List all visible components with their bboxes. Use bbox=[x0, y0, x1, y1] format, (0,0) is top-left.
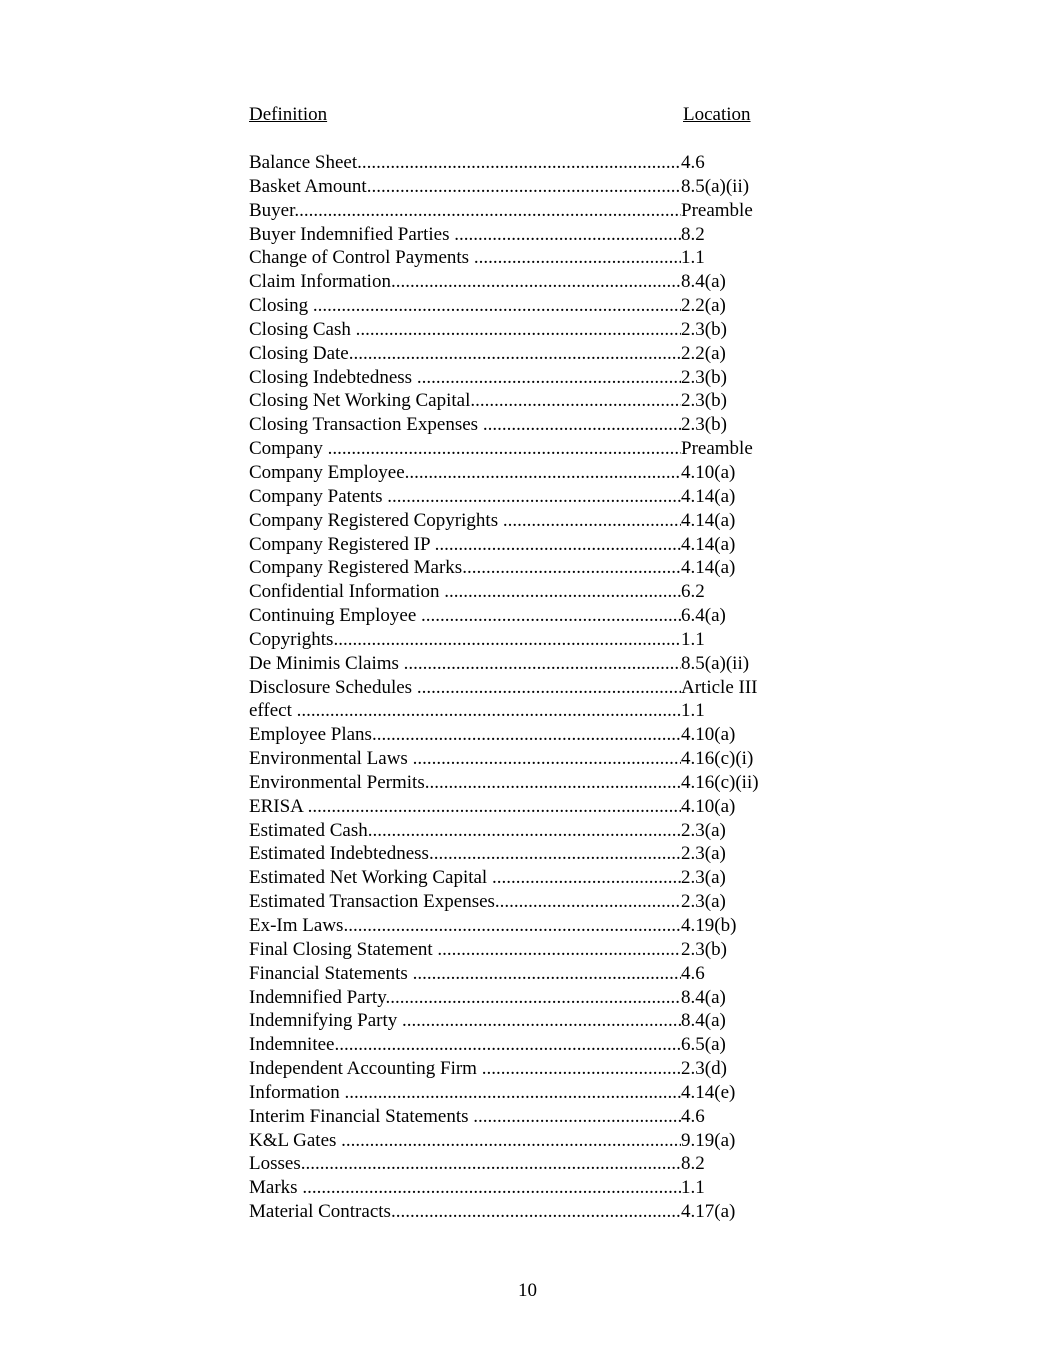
definition-entry bbox=[249, 318, 809, 342]
definition-term-with-leader bbox=[249, 413, 681, 437]
dot-leader bbox=[343, 915, 681, 936]
definition-term: Basket Amount bbox=[249, 175, 367, 197]
definition-entry bbox=[249, 246, 809, 270]
definition-term-with-leader bbox=[249, 246, 681, 270]
definition-location: 4.14(a) bbox=[681, 509, 736, 531]
definition-location: 4.14(e) bbox=[681, 1081, 736, 1103]
definition-location: 2.3(a) bbox=[681, 843, 726, 865]
dot-leader bbox=[313, 295, 681, 316]
definition-location: 1.1 bbox=[681, 247, 705, 269]
definition-term: Interim Financial Statements bbox=[249, 1105, 474, 1127]
dot-leader bbox=[470, 390, 681, 411]
definition-term: Company Registered Marks bbox=[249, 557, 463, 579]
definition-location: 2.3(d) bbox=[681, 1058, 727, 1080]
definition-term-with-leader bbox=[249, 938, 681, 962]
definition-term-with-leader bbox=[249, 747, 681, 771]
definition-term-with-leader bbox=[249, 1009, 681, 1033]
dot-leader bbox=[405, 462, 681, 483]
definition-entry bbox=[249, 223, 809, 247]
definition-location: 2.2(a) bbox=[681, 295, 726, 317]
definition-location: 4.10(a) bbox=[681, 461, 736, 483]
dot-leader bbox=[308, 796, 681, 817]
definition-term: Company Employee bbox=[249, 461, 405, 483]
definition-entry bbox=[249, 294, 809, 318]
definition-location: Preamble bbox=[681, 438, 753, 460]
dot-leader bbox=[429, 843, 681, 864]
definition-location: 8.5(a)(ii) bbox=[681, 175, 750, 197]
definition-term: Environmental Permits bbox=[249, 771, 425, 793]
definition-location: Article III bbox=[681, 676, 758, 698]
definition-entry bbox=[249, 533, 809, 557]
dot-leader bbox=[425, 772, 681, 793]
definition-term-with-leader bbox=[249, 1081, 681, 1105]
definition-entry bbox=[249, 509, 809, 533]
definition-term: K&L Gates bbox=[249, 1129, 342, 1151]
dot-leader bbox=[495, 891, 681, 912]
definition-location: 4.19(b) bbox=[681, 915, 737, 936]
dot-leader bbox=[417, 367, 681, 388]
definition-location: 8.2 bbox=[681, 1153, 705, 1175]
definition-entry bbox=[249, 890, 809, 914]
definition-entry bbox=[249, 1081, 809, 1105]
definition-entry bbox=[249, 1129, 809, 1153]
definition-location: 1.1 bbox=[681, 628, 705, 650]
definition-term-with-leader bbox=[249, 175, 681, 199]
dot-leader bbox=[482, 1058, 681, 1079]
definition-entry bbox=[249, 842, 809, 866]
definition-location: 6.2 bbox=[681, 581, 705, 603]
definition-term: Estimated Indebtedness bbox=[249, 843, 429, 865]
definition-term: Material Contracts bbox=[249, 1201, 391, 1223]
definition-entry bbox=[249, 580, 809, 604]
definition-entry bbox=[249, 366, 809, 390]
definition-term: Confidential Information bbox=[249, 581, 445, 603]
dot-leader bbox=[437, 939, 681, 960]
definition-term: Losses bbox=[249, 1153, 301, 1175]
definition-entry bbox=[249, 795, 809, 819]
definition-term: Disclosure Schedules bbox=[249, 676, 417, 698]
definition-location: 2.3(a) bbox=[681, 819, 726, 841]
dot-leader bbox=[417, 677, 681, 698]
definitions-index bbox=[249, 103, 809, 1224]
definition-location: 4.6 bbox=[681, 962, 705, 984]
definition-entry bbox=[249, 175, 809, 199]
dot-leader bbox=[328, 438, 681, 459]
definition-entry bbox=[249, 938, 809, 962]
definition-term: Indemnified Party bbox=[249, 986, 386, 1008]
location-column-header: Location bbox=[683, 104, 751, 125]
definition-term-with-leader bbox=[249, 342, 681, 366]
definition-term: Buyer bbox=[249, 199, 295, 221]
definition-location: 2.3(a) bbox=[681, 867, 726, 889]
definition-entry bbox=[249, 342, 809, 366]
dot-leader bbox=[294, 200, 681, 221]
dot-leader bbox=[462, 557, 681, 578]
definition-location: 9.19(a) bbox=[681, 1129, 736, 1151]
definition-term-with-leader bbox=[249, 1033, 681, 1057]
dot-leader bbox=[333, 629, 681, 650]
definition-term: Independent Accounting Firm bbox=[249, 1058, 482, 1080]
dot-leader bbox=[454, 224, 681, 245]
definition-term-with-leader bbox=[249, 199, 681, 223]
definition-location: 4.14(a) bbox=[681, 485, 736, 507]
definition-entry bbox=[249, 1105, 809, 1129]
definition-term: Ex-Im Laws bbox=[249, 915, 344, 936]
definition-term: Copyrights bbox=[249, 628, 334, 650]
definition-location: 2.3(b) bbox=[681, 938, 727, 960]
definition-term: Change of Control Payments bbox=[249, 247, 474, 269]
definition-entry bbox=[249, 628, 809, 652]
definition-location: 1.1 bbox=[681, 1177, 705, 1199]
definition-location: 6.5(a) bbox=[681, 1034, 726, 1056]
definition-entry bbox=[249, 461, 809, 485]
definition-entry bbox=[249, 413, 809, 437]
definition-entry bbox=[249, 485, 809, 509]
definition-term-with-leader bbox=[249, 294, 681, 318]
definition-location: 2.3(b) bbox=[681, 366, 727, 388]
definition-location: Preamble bbox=[681, 199, 753, 221]
definition-term: Financial Statements bbox=[249, 962, 413, 984]
dot-leader bbox=[297, 700, 681, 721]
definition-term-with-leader bbox=[249, 1129, 681, 1153]
dot-leader bbox=[473, 1106, 681, 1127]
definition-term-with-leader bbox=[249, 842, 681, 866]
definition-term: Continuing Employee bbox=[249, 605, 422, 627]
definition-term-with-leader bbox=[249, 914, 681, 938]
definition-term-with-leader bbox=[249, 1105, 681, 1129]
definition-location: 4.14(a) bbox=[681, 533, 736, 555]
dot-leader bbox=[435, 534, 681, 555]
definition-term-with-leader bbox=[249, 1200, 681, 1224]
definition-entry bbox=[249, 723, 809, 747]
definition-entry bbox=[249, 437, 809, 461]
definition-entry bbox=[249, 151, 809, 175]
definition-entry bbox=[249, 1152, 809, 1176]
dot-leader bbox=[302, 1177, 681, 1198]
dot-leader bbox=[357, 152, 681, 173]
definition-location: 4.10(a) bbox=[681, 795, 736, 817]
definition-entry bbox=[249, 962, 809, 986]
definition-location: 4.6 bbox=[681, 152, 705, 173]
definition-term: Estimated Transaction Expenses bbox=[249, 891, 495, 913]
definitions-list bbox=[249, 151, 809, 1224]
definition-entry bbox=[249, 866, 809, 890]
definition-term: Estimated Cash bbox=[249, 819, 368, 841]
definition-term-with-leader bbox=[249, 866, 681, 890]
definition-term-with-leader bbox=[249, 556, 681, 580]
definition-term-with-leader bbox=[249, 318, 681, 342]
definition-term-with-leader bbox=[249, 652, 681, 676]
definition-term: Estimated Net Working Capital bbox=[249, 867, 492, 889]
definition-term-with-leader bbox=[249, 604, 681, 628]
dot-leader bbox=[402, 1010, 681, 1031]
definition-term-with-leader bbox=[249, 1057, 681, 1081]
definition-term-with-leader bbox=[249, 509, 681, 533]
definition-entry bbox=[249, 914, 809, 938]
definition-term: Marks bbox=[249, 1177, 303, 1199]
definition-term: Closing Net Working Capital bbox=[249, 390, 471, 412]
definition-entry bbox=[249, 819, 809, 843]
dot-leader bbox=[372, 724, 681, 745]
definition-column-header: Definition bbox=[249, 104, 328, 125]
definition-location: 6.4(a) bbox=[681, 605, 726, 627]
definition-location: 8.4(a) bbox=[681, 1010, 726, 1032]
page-number: 10 bbox=[518, 1280, 537, 1301]
definition-term: De Minimis Claims bbox=[249, 652, 404, 674]
definition-term: Closing Transaction Expenses bbox=[249, 414, 483, 436]
definition-term-with-leader bbox=[249, 366, 681, 390]
dot-leader bbox=[368, 820, 681, 841]
definition-term: Information bbox=[249, 1081, 345, 1103]
definition-term: Indemnitee bbox=[249, 1034, 335, 1056]
definition-location: 8.4(a) bbox=[681, 986, 726, 1008]
definition-location: 4.6 bbox=[681, 1105, 705, 1127]
definition-term-with-leader bbox=[249, 986, 681, 1010]
definition-location: 4.10(a) bbox=[681, 724, 736, 746]
definition-term-with-leader bbox=[249, 1152, 681, 1176]
definition-term: Company Registered Copyrights bbox=[249, 509, 503, 531]
definition-entry bbox=[249, 1009, 809, 1033]
definition-term: Closing Indebtedness bbox=[249, 366, 417, 388]
definition-term-with-leader bbox=[249, 270, 681, 294]
definition-term: Closing Date bbox=[249, 342, 349, 364]
definition-entry bbox=[249, 1200, 809, 1224]
dot-leader bbox=[391, 1201, 681, 1222]
dot-leader bbox=[474, 247, 681, 268]
definition-location: 8.5(a)(ii) bbox=[681, 652, 750, 674]
dot-leader bbox=[444, 581, 681, 602]
definition-entry bbox=[249, 676, 809, 700]
definition-term-with-leader bbox=[249, 771, 681, 795]
dot-leader bbox=[404, 653, 681, 674]
definition-term-with-leader bbox=[249, 461, 681, 485]
definition-term: ERISA bbox=[249, 795, 308, 817]
dot-leader bbox=[367, 176, 681, 197]
definition-term: Environmental Laws bbox=[249, 748, 413, 770]
definition-term-with-leader bbox=[249, 437, 681, 461]
definition-entry bbox=[249, 771, 809, 795]
dot-leader bbox=[341, 1130, 681, 1151]
definition-term-with-leader bbox=[249, 580, 681, 604]
definition-term-with-leader bbox=[249, 795, 681, 819]
dot-leader bbox=[492, 867, 681, 888]
definition-term: Buyer Indemnified Parties bbox=[249, 223, 455, 245]
dot-leader bbox=[387, 486, 681, 507]
definition-term: Indemnifying Party bbox=[249, 1010, 403, 1032]
definition-location: 2.3(b) bbox=[681, 414, 727, 436]
definition-entry bbox=[249, 556, 809, 580]
definition-term-with-leader bbox=[249, 819, 681, 843]
dot-leader bbox=[413, 963, 681, 984]
definition-term: Final Closing Statement bbox=[249, 938, 438, 960]
definition-location: 2.2(a) bbox=[681, 342, 726, 364]
definition-term-with-leader bbox=[249, 151, 681, 175]
definition-term-with-leader bbox=[249, 223, 681, 247]
definition-term: Closing Cash bbox=[249, 318, 356, 340]
dot-leader bbox=[503, 510, 681, 531]
definition-entry bbox=[249, 389, 809, 413]
definition-entry bbox=[249, 270, 809, 294]
definition-location: 4.16(c)(i) bbox=[681, 748, 754, 770]
dot-leader bbox=[334, 1034, 681, 1055]
dot-leader bbox=[391, 271, 681, 292]
definition-term: Company bbox=[249, 438, 328, 460]
definition-term-with-leader bbox=[249, 628, 681, 652]
definition-entry bbox=[249, 1176, 809, 1200]
dot-leader bbox=[301, 1153, 681, 1174]
definition-entry bbox=[249, 604, 809, 628]
definition-term: Company Registered IP bbox=[249, 533, 435, 555]
definition-entry bbox=[249, 986, 809, 1010]
definition-location: 4.14(a) bbox=[681, 557, 736, 579]
definition-entry bbox=[249, 699, 809, 723]
definition-term-with-leader bbox=[249, 723, 681, 747]
definition-location: 2.3(b) bbox=[681, 318, 727, 340]
definition-term-with-leader bbox=[249, 1176, 681, 1200]
dot-leader bbox=[349, 343, 681, 364]
definition-term: effect bbox=[249, 700, 297, 722]
definition-entry bbox=[249, 1033, 809, 1057]
definition-term-with-leader bbox=[249, 962, 681, 986]
definition-location: 1.1 bbox=[681, 700, 705, 722]
definition-location: 4.17(a) bbox=[681, 1201, 736, 1223]
definition-term-with-leader bbox=[249, 533, 681, 557]
definition-location: 2.3(b) bbox=[681, 390, 727, 412]
definition-location: 8.2 bbox=[681, 223, 705, 245]
definition-term-with-leader bbox=[249, 389, 681, 413]
definition-term: Company Patents bbox=[249, 485, 388, 507]
dot-leader bbox=[356, 319, 681, 340]
definition-location: 8.4(a) bbox=[681, 271, 726, 293]
definition-term-with-leader bbox=[249, 676, 681, 700]
definition-term-with-leader bbox=[249, 485, 681, 509]
definition-entry bbox=[249, 652, 809, 676]
definition-entry bbox=[249, 199, 809, 223]
column-headers bbox=[249, 103, 809, 127]
definition-term: Balance Sheet bbox=[249, 152, 358, 173]
dot-leader bbox=[421, 605, 681, 626]
dot-leader bbox=[385, 987, 681, 1008]
dot-leader bbox=[483, 414, 681, 435]
dot-leader bbox=[413, 748, 681, 769]
definition-location: 2.3(a) bbox=[681, 891, 726, 913]
definition-term: Employee Plans bbox=[249, 724, 372, 746]
dot-leader bbox=[345, 1082, 681, 1103]
definition-entry bbox=[249, 747, 809, 771]
definition-term: Claim Information bbox=[249, 271, 391, 293]
definition-location: 4.16(c)(ii) bbox=[681, 771, 759, 793]
definition-entry bbox=[249, 1057, 809, 1081]
definition-term: Closing bbox=[249, 295, 313, 317]
definition-term-with-leader bbox=[249, 890, 681, 914]
definition-term-with-leader bbox=[249, 699, 681, 723]
